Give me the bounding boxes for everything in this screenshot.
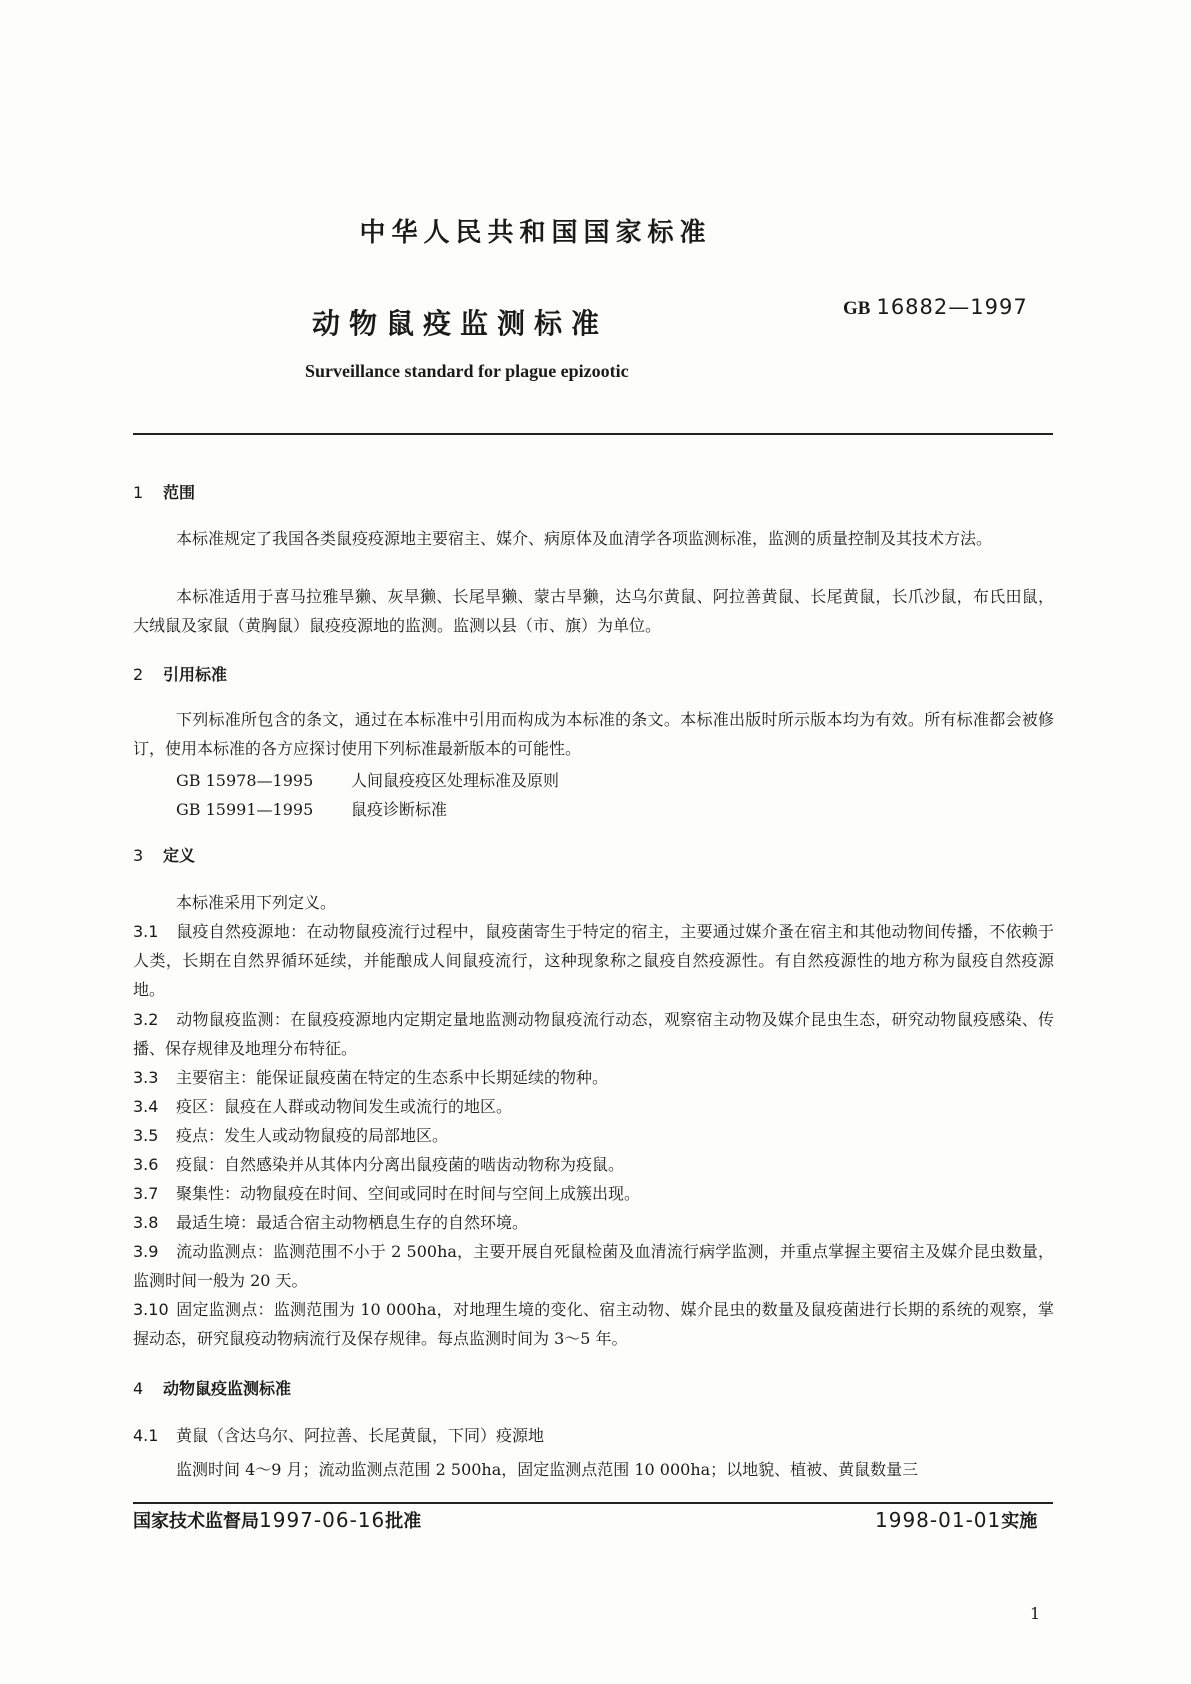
definition-text: 疫鼠：自然感染并从其体内分离出鼠疫菌的啮齿动物称为疫鼠。 [176,1155,625,1174]
code-prefix: GB [843,298,871,319]
approval-info [133,1507,421,1533]
code-number: 16882—1997 [876,295,1028,319]
definition-text: 固定监测点：监测范围为 10 000ha，对地理生境的变化、宿主动物、媒介昆虫的数量及鼠疫菌进行长期的系统的观察，掌握动态，研究鼠疫动物病流行及保存规律。每点监测时间为 3～5 年。 [133,1300,1054,1348]
implementation-suffix: 实施 [1001,1511,1038,1532]
definition-item [133,1295,1054,1353]
definition-item [133,1005,1054,1063]
definition-item [133,1092,1054,1121]
section-1-paragraph-2: 本标准适用于喜马拉雅旱獭、灰旱獭、长尾旱獭、蒙古旱獭，达乌尔黄鼠、阿拉善黄鼠、长尾黄鼠，长爪沙鼠，布氏田鼠，大绒鼠及家鼠（黄胸鼠）鼠疫疫源地的监测。监测以县（市、旗）为单位。 [133,587,1054,635]
definition-number: 3.7 [133,1184,159,1203]
reference-name: 人间鼠疫疫区处理标准及原则 [351,771,560,790]
header-divider [133,433,1053,435]
document-title-en: Surveillance standard for plague epizootic [305,361,629,381]
implementation-info [875,1507,1037,1533]
implementation-date: 1998-01-01 [875,1508,1002,1532]
definition-number: 3.1 [133,922,159,941]
definition-text: 聚集性：动物鼠疫在时间、空间或同时在时间与空间上成簇出现。 [176,1184,641,1203]
approval-suffix: 批准 [385,1511,422,1532]
reference-name: 鼠疫诊断标准 [351,800,448,819]
reference-item [176,797,447,820]
reference-code: GB 15978—1995 [176,771,314,790]
definition-number: 3.3 [133,1068,159,1087]
definition-text: 鼠疫自然疫源地：在动物鼠疫流行过程中，鼠疫菌寄生于特定的宿主，主要通过媒介蚤在宿主和其他动物间传播，不依赖于人类，长期在自然界循环延续，并能酿成人间鼠疫流行，这种现象称之鼠疫自然疫源性。有自然疫源性的地方称为鼠疫自然疫源地。 [133,922,1054,999]
section-3-intro: 本标准采用下列定义。 [176,893,337,912]
approval-date: 1997-06-16 [259,1508,386,1532]
definition-number: 3.4 [133,1097,159,1116]
definition-number: 3.6 [133,1155,159,1174]
definition-text: 主要宿主：能保证鼠疫菌在特定的生态系中长期延续的物种。 [176,1068,609,1087]
definition-number: 3.2 [133,1010,159,1029]
section-4-heading [133,1376,291,1399]
section-number: 2 [133,665,144,684]
definition-item [133,1121,1054,1150]
section-title: 动物鼠疫监测标准 [163,1379,292,1398]
subsection-title: 黄鼠（含达乌尔、阿拉善、长尾黄鼠，下同）疫源地 [176,1426,545,1445]
document-title-cn: 动物鼠疫监测标准 [312,307,609,340]
standard-code [843,295,1028,320]
section-4-last-line: 监测时间 4～9 月；流动监测点范围 2 500ha，固定监测点范围 10 000ha；以地貌、植被、黄鼠数量三 [176,1460,919,1479]
definition-number: 3.9 [133,1242,159,1261]
section-number: 4 [133,1379,144,1398]
subsection-number: 4.1 [133,1426,159,1445]
section-title: 定义 [163,846,196,865]
footer-divider [133,1502,1053,1504]
section-title: 范围 [163,483,196,502]
definition-item [133,1208,1054,1237]
definition-number: 3.10 [133,1300,169,1319]
definition-text: 疫点：发生人或动物鼠疫的局部地区。 [176,1126,449,1145]
definition-text: 疫区：鼠疫在人群或动物间发生或流行的地区。 [176,1097,513,1116]
section-1-heading [133,480,195,503]
national-standard-heading: 中华人民共和国国家标准 [359,218,712,248]
definition-text: 流动监测点：监测范围不小于 2 500ha，主要开展自死鼠检菌及血清流行病学监测，并重点掌握主要宿主及媒介昆虫数量，监测时间一般为 20 天。 [133,1242,1054,1290]
definition-text: 动物鼠疫监测：在鼠疫疫源地内定期定量地监测动物鼠疫流行动态，观察宿主动物及媒介昆虫生态，研究动物鼠疫感染、传播、保存规律及地理分布特征。 [133,1010,1054,1058]
definition-number: 3.5 [133,1126,159,1145]
reference-item [176,768,559,791]
definition-item [133,1150,1054,1179]
page-number: 1 [1030,1604,1041,1623]
section-1-paragraph-1: 本标准规定了我国各类鼠疫疫源地主要宿主、媒介、病原体及血清学各项监测标准，监测的质量控制及其技术方法。 [176,529,993,548]
reference-code: GB 15991—1995 [176,800,314,819]
section-number: 1 [133,483,144,502]
section-2-heading [133,662,227,685]
subsection-4-1 [133,1421,1054,1450]
definition-item [133,1237,1054,1295]
section-title: 引用标准 [163,665,228,684]
definition-number: 3.8 [133,1213,159,1232]
section-number: 3 [133,846,144,865]
definition-text: 最适生境：最适合宿主动物栖息生存的自然环境。 [176,1213,529,1232]
section-3-heading [133,843,195,866]
definition-item [133,1063,1054,1092]
definition-item [133,1179,1054,1208]
approval-org: 国家技术监督局 [133,1511,259,1532]
definition-item [133,917,1054,1004]
section-2-paragraph: 下列标准所包含的条文，通过在本标准中引用而构成为本标准的条文。本标准出版时所示版本均为有效。所有标准都会被修订，使用本标准的各方应探讨使用下列标准最新版本的可能性。 [133,710,1054,758]
